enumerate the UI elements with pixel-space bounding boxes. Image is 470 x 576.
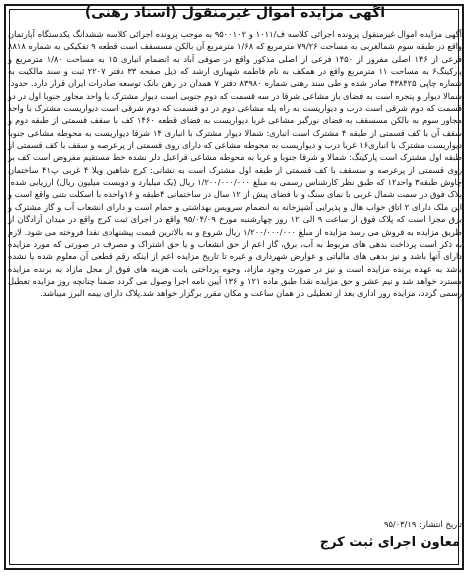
notice-body: آگهی مزایده اموال غیرمنقول پرونده اجرائی کلاسه ف/۱۰۱۱ و ۹۵۰۰۱۰۲ به موجب پرونده اجرائی کلاسه ششدانگ یکدستگاه آپارتمان واقع در طبقه سوم شمالغربی به مساحت ۷۹/۲۶ مترمربع که ۱/۶۸ مترمربع آن بالکن مسسقف است قطعه ۹ تفکیکی به شماره ۸۸۱۸ فرعی از ۱۴۶ اصلی مفروز از ۱۴۵۰ فرعی از اصلی مذکور واقع در صوفی آباد به انضمام انباری ۱۵ به مساحت ۱/۸۰ مترمربع و پارکینگ۶ به مساحت ۱۱ مترمربع واقع در همکف به نام فاطمه شهبازی ارشد که ذیل صفحه ۳۳ دفتر ۲۲۰۷ ثبت و سند مالکیت به شماره چاپی ۴۳۸۴۲۵ صادر شده و طی سند رهنی شماره ۸۳۹۸۰ دفتر ۷ همدان در رهن بانک توسعه صادرات ایران قرار دارد. حدود: شمالا دیوار و پنجره است به فضای باز مشاعی شرقا در سه قسمت که دوم جنوبی است دیوار مشترک با واحد مجاور جنوبا اول در دو قسمت که دوم شرقی است درب و دیواریست به راه پله مشاعی دوم در دو قسمت که دوم شرقی است دیواریست مشترک با واحد مجاور سوم به بالکن مسسقف به فضای نورگیر مشاعی غربا دیواریست به فضای قطعه ۱۴۶۰ کف با سقف قسمتی از طبقه دوم و سقف آن با کف قسمتی از طبقه ۴ مشترک است انباری: شمالا دیوار مشترک با انباری ۱۴ شرقا دیواریست به محوطه مشاعی جنوبا دیواریست مشترک با انباری۱۶ غربا درب و دیواریست به محوطه مشاعی که دارای روی قسمتی از پرعرصه و سقف با کف قسمتی از طبقه اول مشترک است پارکینگ: شمالا و شرقا جنوبا و غربا به محوطه مشاعی قراعبل دلر نشده خط مستقیم مفروض است کف بر روی قسمتی از پرعرصه و سسقف با کف قسمتی از طبقه اول مشترک است به نشانی: کرج شاهین ویلا ۴ غربی پ۴۱ ساختمان چاوش طبقه۳ واحد۱۲ که طبق نظر کارشناس رسمی به مبلغ ۱/۲۰۰/۰۰۰/۰۰۰ ریال (یک میلیارد و دویست میلیون ریال) ارزیابی شده. پلاک فوق در سمت شمال غربی با نمای سنگ و با فضای پیش از ۱۲ سال در ساختمانی ۴طبقه و ۱۶واحده با اسکلت بتنی واقع است و این ملک دارای ۲ اتاق خواب هال و پذیرایی آشپزخانه به انضمام سرویس بهداشتی و حمام است و دارای انشعاب آب و گاز مشترک و برق مجزا است که پلاک فوق از ساعت ۹ الی ۱۲ روز چهارشنبه مورخ ۹۵/۰۴/۰۹ واقع در اجرای ثبت کرج واقع در میدان آزادگان از طریق مزایده به فروش می رسد مزایده از مبلغ ۱/۲۰۰/۰۰۰/۰۰۰ ریال شروع و به بالاترین قیمت پیشنهادی نقدا فروخته می شود. لازم به ذکر است پرداخت بدهی های مربوط به آب، برق، گاز اعم از حق انشعاب و یا حق اشتراک و مصرف در صورتی که مورد مزایده دارای آنها باشد و نیز بدهی های مالیاتی و عوارض شهرداری و غیره تا تاریخ مزایده اعم از اینکه رقم قطعی آن معلوم شده یا نشده باشد به عهده برنده مزایده است و نیز در صورت وجود مازاد، وجوه پرداختی بابت هزینه های فوق از محل مازاد به برنده مزایده مسترد خواهد شد و نیم عشر و حق مزایده نقدا طبق ماده ۱۲۱ و ۱۳۶ آیین نامه اجرا وصول می گردد ضمنا چنانچه روز مزایده تعطیل رسمی گردد، مزایده روز اداری بعد از تعطیلی در همان ساعت و مکان مقرر برگزار خواهد شد.پلاک دارای بیمه البرز میباشد. [8, 29, 463, 299]
signature-line: معاون اجرای ثبت کرج [319, 535, 460, 550]
publication-date: تاریخ انتشار: ۹۵/۰۳/۱۹ [384, 519, 462, 529]
notice-title: آگهی مزایده اموال غیرمنقول (اسناد رهنی) [84, 5, 386, 21]
